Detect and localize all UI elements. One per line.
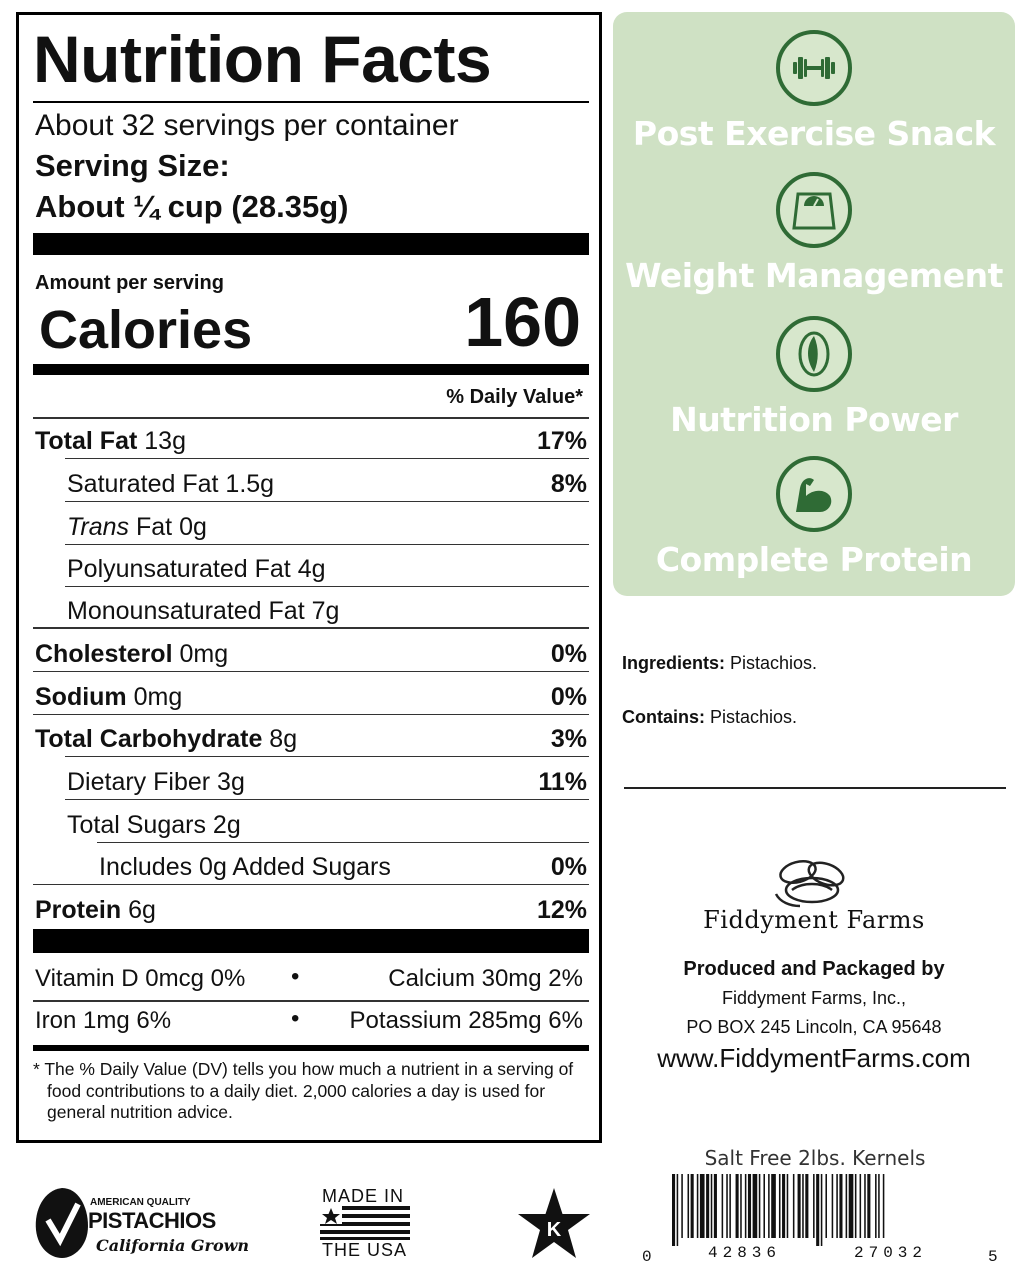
produced-by: Produced and Packaged by <box>683 958 945 980</box>
nutrient-amount: 0mg <box>172 640 229 668</box>
daily-value-percent: 17% <box>536 427 587 455</box>
nutrient-row <box>33 462 589 502</box>
nutrient-amount: 6g <box>121 896 156 924</box>
barcode-bar <box>832 1174 834 1238</box>
usa-flag-icon <box>320 1206 410 1240</box>
pistachio-icon <box>776 316 852 392</box>
made-in-line: MADE IN <box>322 1186 405 1206</box>
barcode-bar <box>860 1174 862 1238</box>
barcode-bar <box>740 1174 742 1238</box>
nutrient-name <box>67 470 274 499</box>
daily-value-percent: 11% <box>538 768 587 796</box>
nutrient-label-italic: Trans <box>67 513 130 541</box>
divider <box>33 101 589 103</box>
pistachio-nut-icon <box>32 1186 92 1260</box>
nutrient-name <box>35 640 228 669</box>
pistachios-logo-line1: AMERICAN QUALITY <box>90 1197 191 1208</box>
separator-line <box>624 787 1006 789</box>
calcium: Calcium 30mg 2% <box>388 965 583 992</box>
nutrient-amount: 13g <box>137 427 186 455</box>
contains-value: Pistachios. <box>705 707 798 727</box>
barcode-bar <box>714 1174 717 1238</box>
pistachios-logo-line3: California Grown <box>96 1236 250 1255</box>
bullet: • <box>291 1005 300 1032</box>
barcode-bar <box>681 1174 683 1238</box>
dumbbell-icon <box>776 30 852 106</box>
barcode-bar <box>753 1174 758 1238</box>
barcode-bar <box>711 1174 713 1238</box>
barcode-bar <box>821 1174 823 1246</box>
benefit-label: Weight Management <box>625 256 1003 295</box>
daily-value-percent: 0% <box>550 853 587 881</box>
amount-per-serving: Amount per serving <box>35 272 224 294</box>
daily-value-percent: 0% <box>550 640 587 668</box>
nutrient-row <box>33 547 589 587</box>
barcode-bar <box>677 1174 679 1246</box>
barcode-bar <box>798 1174 801 1238</box>
nutrient-amount: Saturated Fat 1.5g <box>67 470 275 498</box>
barcode-bar <box>864 1174 866 1238</box>
nutrient-name <box>67 513 207 542</box>
barcode-bar <box>691 1174 694 1238</box>
nutrient-name <box>35 427 186 456</box>
barcode-bar <box>722 1174 724 1238</box>
barcode-bar <box>793 1174 795 1238</box>
ingredients-value: Pistachios. <box>725 653 818 673</box>
barcode-digit: 42836 <box>708 1244 782 1262</box>
company-address: PO BOX 245 Lincoln, CA 95648 <box>686 1017 942 1037</box>
calories-value: 160 <box>464 283 581 361</box>
barcode-bar <box>825 1174 827 1238</box>
barcode-digit: 0 <box>642 1248 652 1266</box>
website: www.FiddymentFarms.com <box>657 1043 971 1073</box>
nutrient-amount: 0mg <box>126 683 183 711</box>
kosher-star-icon <box>516 1186 592 1262</box>
serving-size-label: Serving Size: <box>35 148 230 183</box>
barcode-bar <box>688 1174 690 1238</box>
barcode-bar <box>706 1174 709 1238</box>
barcode-bar <box>768 1174 770 1238</box>
pistachio-logo-icon <box>768 852 858 910</box>
nutrient-amount: Fat 0g <box>129 513 207 541</box>
nutrient-amount: Includes 0g Added Sugars <box>99 853 391 881</box>
daily-value-percent: 3% <box>550 725 587 753</box>
potassium: Potassium 285mg 6% <box>349 1007 583 1034</box>
row-divider <box>65 501 589 503</box>
benefits-panel <box>613 12 1015 596</box>
barcode-bar <box>878 1174 880 1238</box>
divider <box>33 1045 589 1051</box>
barcode-bar <box>771 1174 776 1238</box>
row-divider <box>97 842 589 844</box>
nutrient-name <box>67 811 241 840</box>
barcode-digit: 27032 <box>854 1244 928 1262</box>
barcode-bar <box>782 1174 785 1238</box>
barcode-bar <box>726 1174 728 1238</box>
barcode-bar <box>748 1174 751 1238</box>
divider <box>33 1000 589 1002</box>
row-divider <box>33 884 589 886</box>
daily-value-header: % Daily Value* <box>446 386 583 408</box>
row-divider <box>33 627 589 630</box>
ingredients-label: Ingredients: <box>622 653 726 673</box>
nutrient-name <box>67 555 326 584</box>
barcode-bar <box>787 1174 789 1238</box>
barcode-bar <box>813 1174 815 1238</box>
vitamin-d: Vitamin D 0mcg 0% <box>35 965 246 992</box>
nutrient-row <box>33 845 589 885</box>
nutrient-row <box>33 632 589 672</box>
nutrient-name <box>99 853 391 882</box>
servings-per-container: About 32 servings per container <box>35 109 459 142</box>
nutrient-row <box>33 589 589 629</box>
barcode-digit: 5 <box>988 1248 998 1266</box>
daily-value-footnote <box>33 1059 593 1124</box>
barcode-bar <box>672 1174 675 1246</box>
nutrient-row <box>33 419 589 459</box>
nutrient-name <box>67 597 339 626</box>
barcode-bar <box>779 1174 781 1238</box>
product-name: Salt Free 2lbs. Kernels <box>704 1146 926 1170</box>
calories-label: Calories <box>39 300 253 360</box>
nutrient-row <box>33 760 589 800</box>
barcode-bar <box>805 1174 808 1238</box>
kosher-letter: K <box>546 1219 562 1241</box>
contains-label: Contains: <box>622 707 705 727</box>
nutrient-row <box>33 505 589 545</box>
barcode-bar <box>759 1174 761 1238</box>
thick-divider <box>33 929 589 953</box>
nutrient-amount: Monounsaturated Fat 7g <box>67 597 340 625</box>
row-divider <box>65 458 589 460</box>
barcode-bar <box>867 1174 870 1238</box>
nutrient-row <box>33 717 589 757</box>
row-divider <box>33 714 589 716</box>
daily-value-percent: 8% <box>550 470 587 498</box>
barcode-bar <box>816 1174 819 1246</box>
row-divider <box>65 799 589 801</box>
nutrient-row <box>33 675 589 715</box>
nutrient-name <box>35 896 156 925</box>
barcode <box>668 1174 978 1246</box>
barcode-bar <box>736 1174 739 1238</box>
daily-value-percent: 12% <box>536 896 587 924</box>
muscle-arm-icon <box>776 456 852 532</box>
nutrient-label: Total Fat <box>35 427 138 455</box>
benefit-label: Post Exercise Snack <box>632 114 996 153</box>
nutrient-label: Protein <box>35 896 122 924</box>
nutrient-name <box>35 683 182 712</box>
row-divider <box>65 586 589 588</box>
medium-divider <box>33 364 589 375</box>
barcode-bar <box>883 1174 885 1238</box>
scale-icon <box>776 172 852 248</box>
nutrient-label: Total Carbohydrate <box>35 725 263 753</box>
nutrient-label: Cholesterol <box>35 640 173 668</box>
benefit-label: Nutrition Power <box>670 400 958 439</box>
barcode-bar <box>802 1174 804 1238</box>
nutrient-amount: Dietary Fiber 3g <box>67 768 245 796</box>
barcode-bar <box>700 1174 705 1238</box>
nutrient-name <box>35 725 297 754</box>
thick-divider <box>33 233 589 255</box>
nutrient-row <box>33 888 589 928</box>
nutrient-amount: Polyunsaturated Fat 4g <box>67 555 326 583</box>
ingredients-line <box>622 653 817 674</box>
nutrient-amount: 8g <box>262 725 298 753</box>
barcode-bar <box>875 1174 877 1238</box>
nutrition-facts-panel <box>16 12 602 1143</box>
bullet: • <box>291 963 300 990</box>
barcode-bar <box>839 1174 842 1238</box>
nutrition-facts-title: Nutrition Facts <box>33 22 492 96</box>
daily-value-percent: 0% <box>550 683 587 711</box>
barcode-bar <box>849 1174 854 1238</box>
the-usa-line: THE USA <box>322 1240 408 1260</box>
nutrient-label: Sodium <box>35 683 127 711</box>
contains-line <box>622 707 797 728</box>
pistachios-logo-line2: PISTACHIOS <box>88 1208 216 1233</box>
serving-size-value: About ¼ cup (28.35g) <box>35 189 349 224</box>
barcode-bar <box>763 1174 765 1238</box>
row-divider <box>33 671 589 673</box>
company-name: Fiddyment Farms, Inc., <box>721 988 907 1008</box>
iron: Iron 1mg 6% <box>35 1007 172 1034</box>
nutrient-row <box>33 803 589 843</box>
barcode-bar <box>836 1174 838 1238</box>
barcode-bar <box>729 1174 731 1238</box>
nutrient-name <box>67 768 245 797</box>
footnote-text: * The % Daily Value (DV) tells you how much a nutrient in a serving of food contributions to a daily diet. 2,000 calories a day is used for general nutrition advice. <box>33 1059 574 1122</box>
barcode-bar <box>745 1174 747 1238</box>
barcode-bar <box>855 1174 857 1238</box>
barcode-bar <box>846 1174 848 1238</box>
benefit-label: Complete Protein <box>655 540 973 579</box>
nutrient-amount: Total Sugars 2g <box>67 811 241 839</box>
row-divider <box>65 544 589 546</box>
brand-name: Fiddyment Farms <box>703 906 925 934</box>
barcode-bar <box>697 1174 699 1238</box>
row-divider <box>65 756 589 758</box>
